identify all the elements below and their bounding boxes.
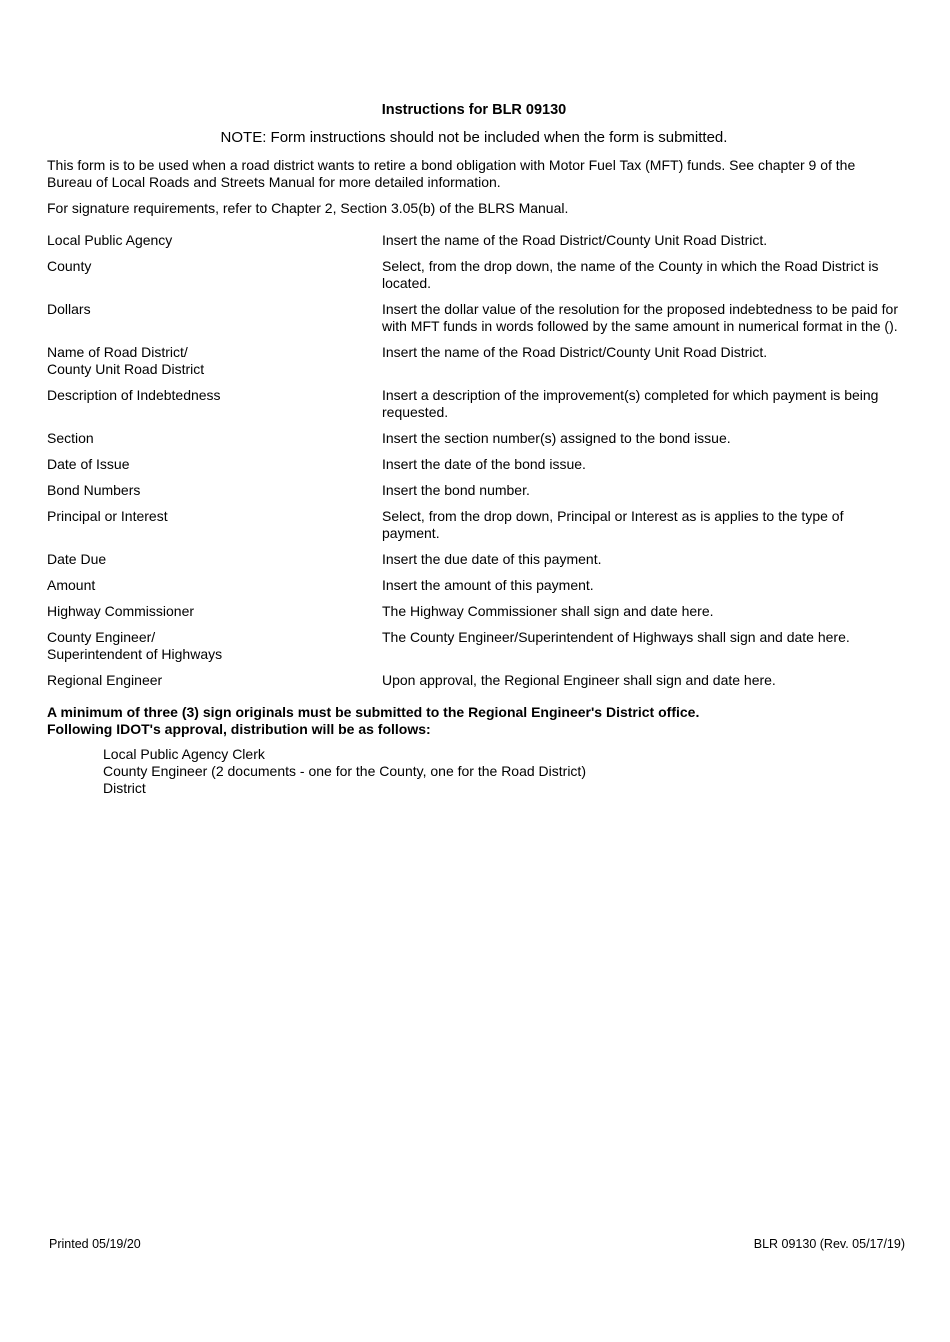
field-description-line: Insert the dollar value of the resolution for the proposed indebtedness to be paid for (382, 301, 899, 317)
field-description (382, 301, 907, 335)
field-label-line: County (47, 258, 92, 274)
field-label (47, 508, 382, 542)
field-row (47, 232, 907, 249)
field-label-line: Description of Indebtedness (47, 387, 221, 403)
field-label (47, 387, 382, 421)
field-row (47, 577, 907, 594)
field-label-line: County Unit Road District (47, 361, 205, 377)
field-label-line: Dollars (47, 301, 91, 317)
distribution-heading-line-2: Following IDOT's approval, distribution will be as follows: (47, 721, 431, 737)
field-description-line: Insert a description of the improvement(s) completed for which payment is being (382, 387, 879, 403)
field-description (382, 672, 907, 689)
field-description-line: Upon approval, the Regional Engineer shall sign and date here. (382, 672, 776, 688)
printed-date: Printed 05/19/20 (49, 1237, 141, 1251)
intro-line-1: This form is to be used when a road district wants to retire a bond obligation with Motor Fuel Tax (MFT) funds. See chapter 9 of the (47, 157, 856, 173)
field-label (47, 456, 382, 473)
distribution-list (103, 746, 586, 797)
field-label (47, 482, 382, 499)
field-label-line: Date of Issue (47, 456, 130, 472)
field-row (47, 603, 907, 620)
field-description (382, 629, 907, 663)
field-row (47, 258, 907, 292)
field-label (47, 232, 382, 249)
field-description-line: Insert the bond number. (382, 482, 530, 498)
field-description (382, 577, 907, 594)
field-description (382, 508, 907, 542)
field-label-line: Highway Commissioner (47, 603, 195, 619)
field-label (47, 258, 382, 292)
field-description-line: payment. (382, 525, 440, 541)
submission-note: NOTE: Form instructions should not be included when the form is submitted. (220, 129, 728, 146)
field-description (382, 551, 907, 568)
field-label-line: Name of Road District/ (47, 344, 188, 360)
page-title: Instructions for BLR 09130 (381, 102, 567, 118)
field-row (47, 551, 907, 568)
intro-line-2: Bureau of Local Roads and Streets Manual for more detailed information. (47, 174, 501, 190)
field-label-line: Amount (47, 577, 96, 593)
field-description-line: Select, from the drop down, Principal or Interest as is applies to the type of (382, 508, 844, 524)
field-label (47, 629, 382, 663)
field-description (382, 482, 907, 499)
field-row (47, 508, 907, 542)
intro-paragraph (47, 157, 907, 191)
field-row (47, 672, 907, 689)
field-description-line: Select, from the drop down, the name of the County in which the Road District is (382, 258, 879, 274)
field-row (47, 456, 907, 473)
field-description (382, 387, 907, 421)
distribution-item: District (103, 780, 146, 796)
field-description (382, 232, 907, 249)
field-description-line: requested. (382, 404, 449, 420)
field-description-line: Insert the date of the bond issue. (382, 456, 586, 472)
field-row (47, 387, 907, 421)
field-label-line: Regional Engineer (47, 672, 163, 688)
field-label (47, 551, 382, 568)
field-label-line: Superintendent of Highways (47, 646, 223, 662)
field-label (47, 603, 382, 620)
distribution-heading-line-1: A minimum of three (3) sign originals must be submitted to the Regional Engineer's District office. (47, 704, 700, 720)
field-description (382, 603, 907, 620)
field-label-line: Bond Numbers (47, 482, 141, 498)
field-label (47, 672, 382, 689)
field-label-line: Date Due (47, 551, 107, 567)
distribution-heading (47, 704, 907, 738)
field-row (47, 430, 907, 447)
field-label (47, 344, 382, 378)
field-description (382, 258, 907, 292)
field-description-line: Insert the amount of this payment. (382, 577, 594, 593)
field-row (47, 482, 907, 499)
field-label (47, 430, 382, 447)
form-revision: BLR 09130 (Rev. 05/17/19) (753, 1237, 905, 1251)
field-description-line: Insert the section number(s) assigned to the bond issue. (382, 430, 731, 446)
field-description-line: Insert the name of the Road District/County Unit Road District. (382, 232, 768, 248)
field-description-line: with MFT funds in words followed by the same amount in numerical format in the (). (382, 318, 898, 334)
field-description-line: Insert the due date of this payment. (382, 551, 602, 567)
field-description-line: The County Engineer/Superintendent of Highways shall sign and date here. (382, 629, 850, 645)
field-label-line: County Engineer/ (47, 629, 156, 645)
field-description (382, 456, 907, 473)
distribution-item: County Engineer (2 documents - one for the County, one for the Road District) (103, 763, 586, 779)
field-label (47, 301, 382, 335)
field-label (47, 577, 382, 594)
field-row (47, 344, 907, 378)
field-description-line: The Highway Commissioner shall sign and date here. (382, 603, 714, 619)
field-label-line: Local Public Agency (47, 232, 173, 248)
field-label-line: Principal or Interest (47, 508, 168, 524)
field-description (382, 430, 907, 447)
field-row (47, 301, 907, 335)
field-row (47, 629, 907, 663)
field-description (382, 344, 907, 378)
field-label-line: Section (47, 430, 94, 446)
signature-requirements: For signature requirements, refer to Chapter 2, Section 3.05(b) of the BLRS Manual. (47, 200, 569, 216)
field-description-line: Insert the name of the Road District/County Unit Road District. (382, 344, 768, 360)
distribution-item: Local Public Agency Clerk (103, 746, 265, 762)
field-description-line: located. (382, 275, 432, 291)
field-instructions-list (47, 232, 907, 698)
